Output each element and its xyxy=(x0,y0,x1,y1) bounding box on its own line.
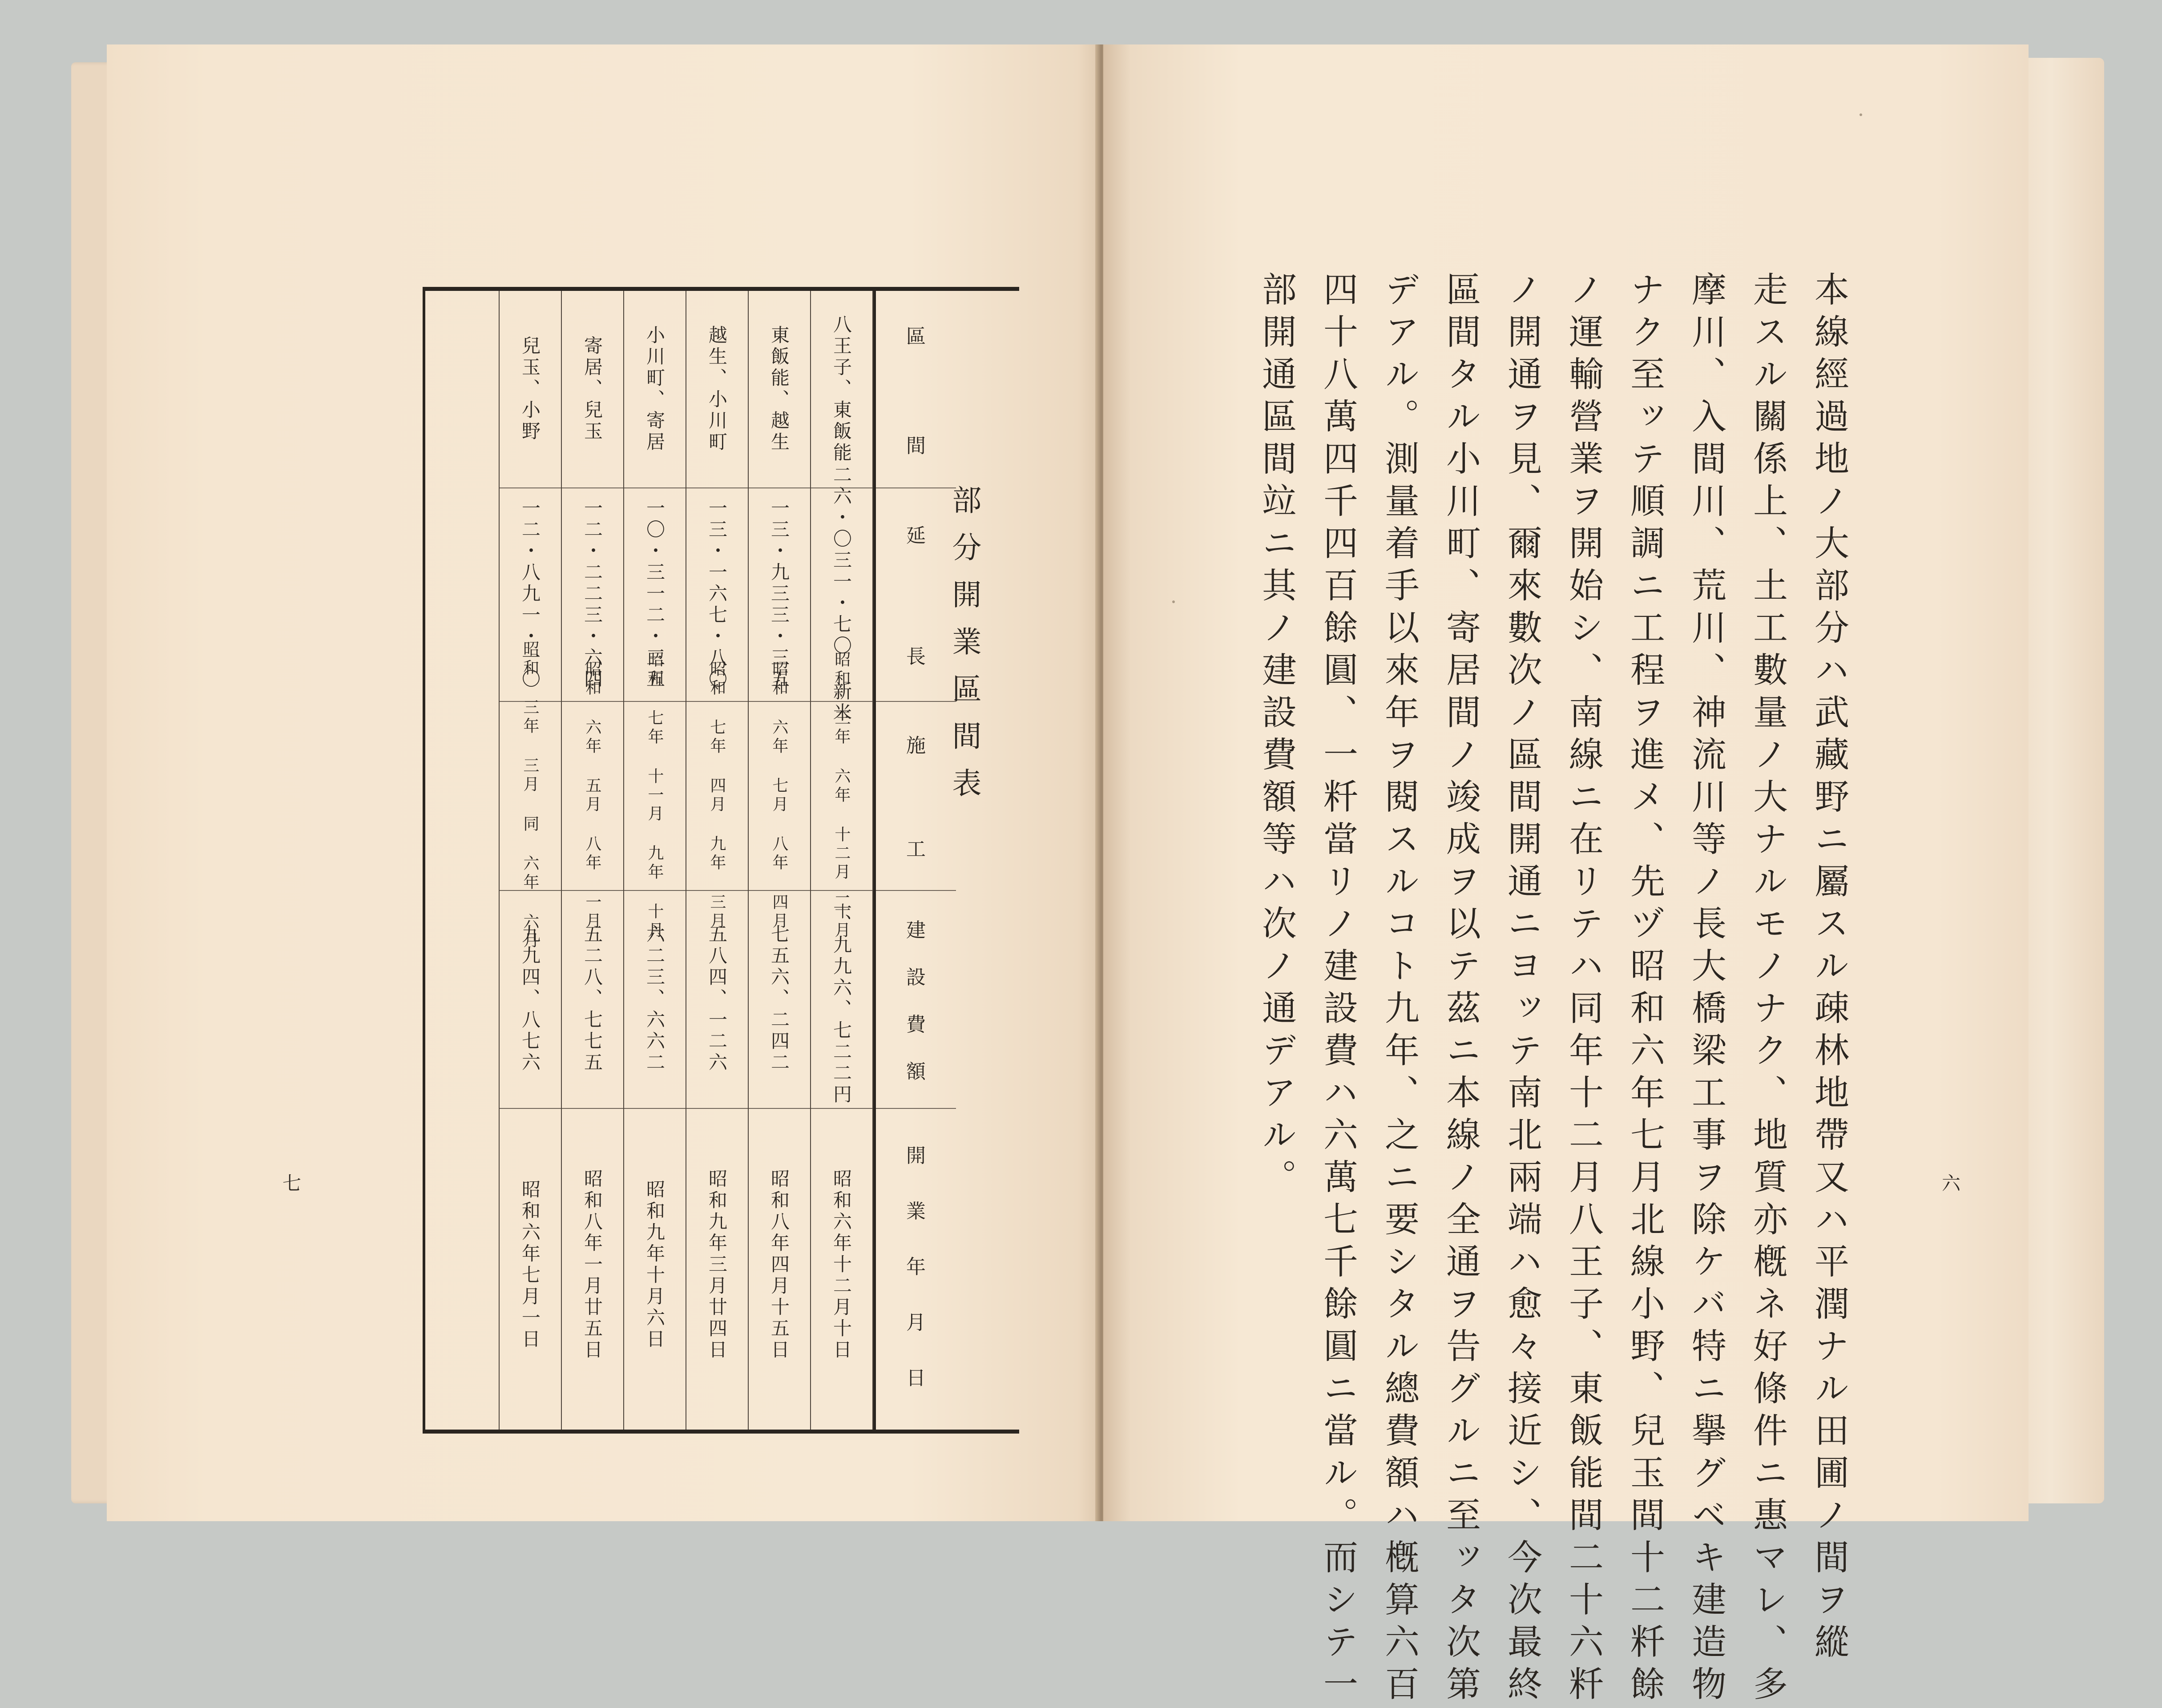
table-left-margin xyxy=(425,291,500,1430)
header-opening-char-3: 年 xyxy=(906,1255,926,1278)
page-number-right: 六 xyxy=(1942,1172,1961,1194)
row-1-cost: 二、九九六、七二二円 xyxy=(831,892,853,1106)
header-cost-char-4: 額 xyxy=(906,1060,926,1084)
body-line-3: 摩川、入間川、荒川、神流川等ノ長大橋梁工事ヲ除ケバ特ニ擧グベキ建造物 xyxy=(1686,271,1726,1708)
row-2-cost: 七五六、二四二 xyxy=(768,924,791,1074)
body-line-10: 部開通區間竝ニ其ノ建設費額等ハ次ノ通デアル。 xyxy=(1256,271,1296,1201)
row-1-length: 二六・〇三一・七〇 新米 xyxy=(831,464,853,724)
header-opening-char-4: 月 xyxy=(906,1311,926,1334)
row-2-section: 東飯能、越生 xyxy=(768,325,791,453)
table-row xyxy=(748,291,811,1430)
header-cost-char-3: 費 xyxy=(906,1013,926,1036)
body-line-2: 走スル關係上、土工數量ノ大ナルモノナク、地質亦槪ネ好條件ニ惠マレ、多 xyxy=(1747,271,1787,1708)
table-row xyxy=(686,291,749,1430)
row-6-section: 兒玉、小野 xyxy=(519,336,541,443)
book-page-block-right xyxy=(2015,58,2104,1503)
header-section-char-1: 區 xyxy=(906,325,926,348)
row-3-length: 一三・一六七・八〇 xyxy=(706,498,728,690)
body-line-1: 本線經過地ノ大部分ハ武藏野ニ屬スル疎林地帶又ハ平潤ナル田圃ノ間ヲ縱 xyxy=(1809,271,1849,1666)
row-2-construction: 昭和 六年 七月 八年 四月 xyxy=(770,660,788,931)
body-line-8: デアル。測量着手以來年ヲ閱スルコト九年、之ニ要シタル總費額ハ槪算六百 xyxy=(1379,271,1419,1708)
body-line-9: 四十八萬四千四百餘圓、一粁當リノ建設費ハ六萬七千餘圓ニ當ル。而シテ一 xyxy=(1318,271,1358,1708)
row-1-construction: 昭和 三年 六年 十二月 十月 xyxy=(832,651,851,940)
row-4-cost: 六二三、六六二 xyxy=(644,924,666,1074)
row-5-construction: 昭和 六年 五月 八年 一月 xyxy=(583,660,601,931)
paper-speck xyxy=(1172,600,1175,603)
table-row xyxy=(499,291,562,1430)
row-1-opening: 昭和六年十二月十日 xyxy=(831,1168,853,1361)
row-3-construction: 昭和 七年 四月 九年 三月 xyxy=(707,660,726,931)
row-3-cost: 五八四、一二六 xyxy=(706,924,728,1074)
body-line-4: ナク至ッテ順調ニ工程ヲ進メ、先ヅ昭和六年七月北線小野、兒玉間十二粁餘 xyxy=(1625,271,1665,1708)
table-row xyxy=(561,291,624,1430)
row-4-length: 一〇・三一二・三五 xyxy=(644,498,666,690)
paper-speck xyxy=(1859,113,1862,116)
header-section xyxy=(876,291,956,488)
header-construction-char-1: 施 xyxy=(906,734,926,757)
header-construction-char-2: 工 xyxy=(906,838,926,861)
row-3-section: 越生、小川町 xyxy=(706,325,728,453)
table-header-column xyxy=(876,291,956,1430)
header-opening-char-5: 日 xyxy=(906,1366,926,1390)
row-4-construction: 昭和 七年 十一月 九年 十月 xyxy=(645,651,664,940)
row-5-opening: 昭和八年一月廿五日 xyxy=(581,1168,604,1361)
row-2-opening: 昭和八年四月十五日 xyxy=(768,1168,791,1361)
header-section-char-2: 間 xyxy=(906,434,926,457)
header-length-char-1: 延 xyxy=(906,524,926,547)
table-row xyxy=(623,291,686,1430)
open-book xyxy=(62,44,2109,1708)
section-opening-table xyxy=(423,287,1019,1434)
row-5-section: 寄居、兒玉 xyxy=(581,336,604,443)
table-row xyxy=(810,291,873,1430)
row-5-cost: 五二八、七七五 xyxy=(581,924,604,1074)
row-3-opening: 昭和九年三月廿四日 xyxy=(706,1168,728,1361)
body-text-block xyxy=(1256,271,1859,1708)
row-4-section: 小川町、寄居 xyxy=(644,325,666,453)
row-6-opening: 昭和六年七月一日 xyxy=(519,1179,541,1350)
row-1-section: 八王子、東飯能 xyxy=(831,314,853,464)
header-opening-char-1: 開 xyxy=(906,1144,926,1167)
header-cost-char-2: 設 xyxy=(906,966,926,989)
row-4-opening: 昭和九年十月六日 xyxy=(644,1179,666,1350)
page-number-left: 七 xyxy=(282,1172,302,1194)
header-length-char-2: 長 xyxy=(906,645,926,668)
header-cost-char-1: 建 xyxy=(906,918,926,942)
row-5-length: 一二・二二三・六四 xyxy=(581,498,604,690)
body-line-7: 區間タル小川町、寄居間ノ竣成ヲ以テ茲ニ本線ノ全通ヲ告グルニ至ッタ次第 xyxy=(1440,271,1480,1708)
header-cost xyxy=(876,890,956,1109)
header-opening xyxy=(876,1108,956,1422)
row-6-cost: 九九四、八七六 xyxy=(519,924,541,1074)
table-title: 部分開業區間表 xyxy=(947,485,981,815)
body-line-5: ノ運輸營業ヲ開始シ、南線ニ在リテハ同年十二月八王子、東飯能間二十六粁 xyxy=(1563,271,1603,1708)
row-6-length: 一二・八九一・一〇 xyxy=(519,498,541,690)
row-6-construction: 昭和 三年 三月 同 六年 六月 xyxy=(520,640,539,951)
row-2-length: 一三・九三三・三五 xyxy=(768,498,791,690)
left-page xyxy=(107,44,1108,1521)
header-opening-char-2: 業 xyxy=(906,1200,926,1223)
body-line-6: ノ開通ヲ見、爾來數次ノ區間開通ニヨッテ南北兩端ハ愈々接近シ、今次最終 xyxy=(1502,271,1542,1708)
